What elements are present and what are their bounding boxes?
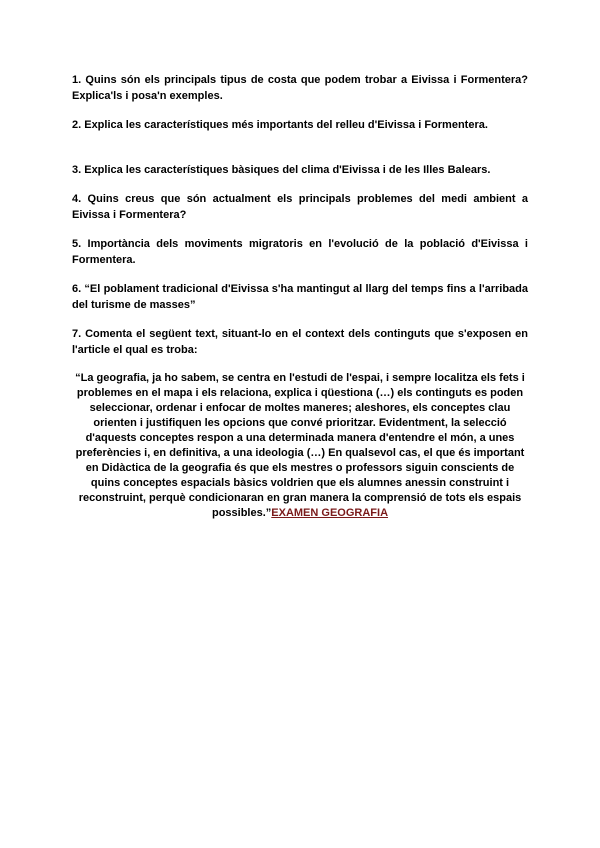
question-4: 4. Quins creus que són actualment els principals problemes del medi ambient a Eivissa i Formentera? bbox=[72, 193, 528, 221]
quoted-text-block bbox=[72, 371, 528, 521]
question-6: 6. “El poblament tradicional d'Eivissa s'ha mantingut al llarg del temps fins a l'arribada del turisme de masses” bbox=[72, 283, 528, 311]
exam-geografia-link[interactable]: EXAMEN GEOGRAFIA bbox=[271, 507, 389, 519]
question-3: 3. Explica les característiques bàsiques del clima d'Eivissa i de les Illes Balears. bbox=[72, 164, 491, 176]
quote-text: “La geografia, ja ho sabem, se centra en l'estudi de l'espai, i sempre localitza els fets i problemes en el mapa i els relaciona, explica i qüestiona (…) els continguts es poden seleccionar, ordenar i enfocar de moltes maneres; aleshores, els conceptes clau orienten i justifiquen les opcions que convé prioritzar. Evidentment, la selecció d'aquests conceptes respon a una determinada manera d'entendre el món, a unes preferències i, en definitiva, a una ideologia (…) En qualsevol cas, el que és important en Didàctica de la geografia és que els mestres o professors siguin conscients de quins conceptes espacials bàsics voldrien que els alumnes anessin construint i reconstruint, perquè condicionaran en gran manera la comprensió de tots els espais possibles.” bbox=[75, 372, 525, 519]
question-7: 7. Comenta el següent text, situant-lo en el context dels continguts que s'exposen en l'article el qual es troba: bbox=[72, 328, 528, 356]
question-1: 1. Quins són els principals tipus de costa que podem trobar a Eivissa i Formentera? Explica'ls i posa'n exemples. bbox=[72, 74, 528, 102]
document-content bbox=[72, 72, 528, 521]
question-2: 2. Explica les característiques més importants del relleu d'Eivissa i Formentera. bbox=[72, 119, 488, 131]
question-5: 5. Importància dels moviments migratoris en l'evolució de la població d'Eivissa i Formentera. bbox=[72, 238, 528, 266]
